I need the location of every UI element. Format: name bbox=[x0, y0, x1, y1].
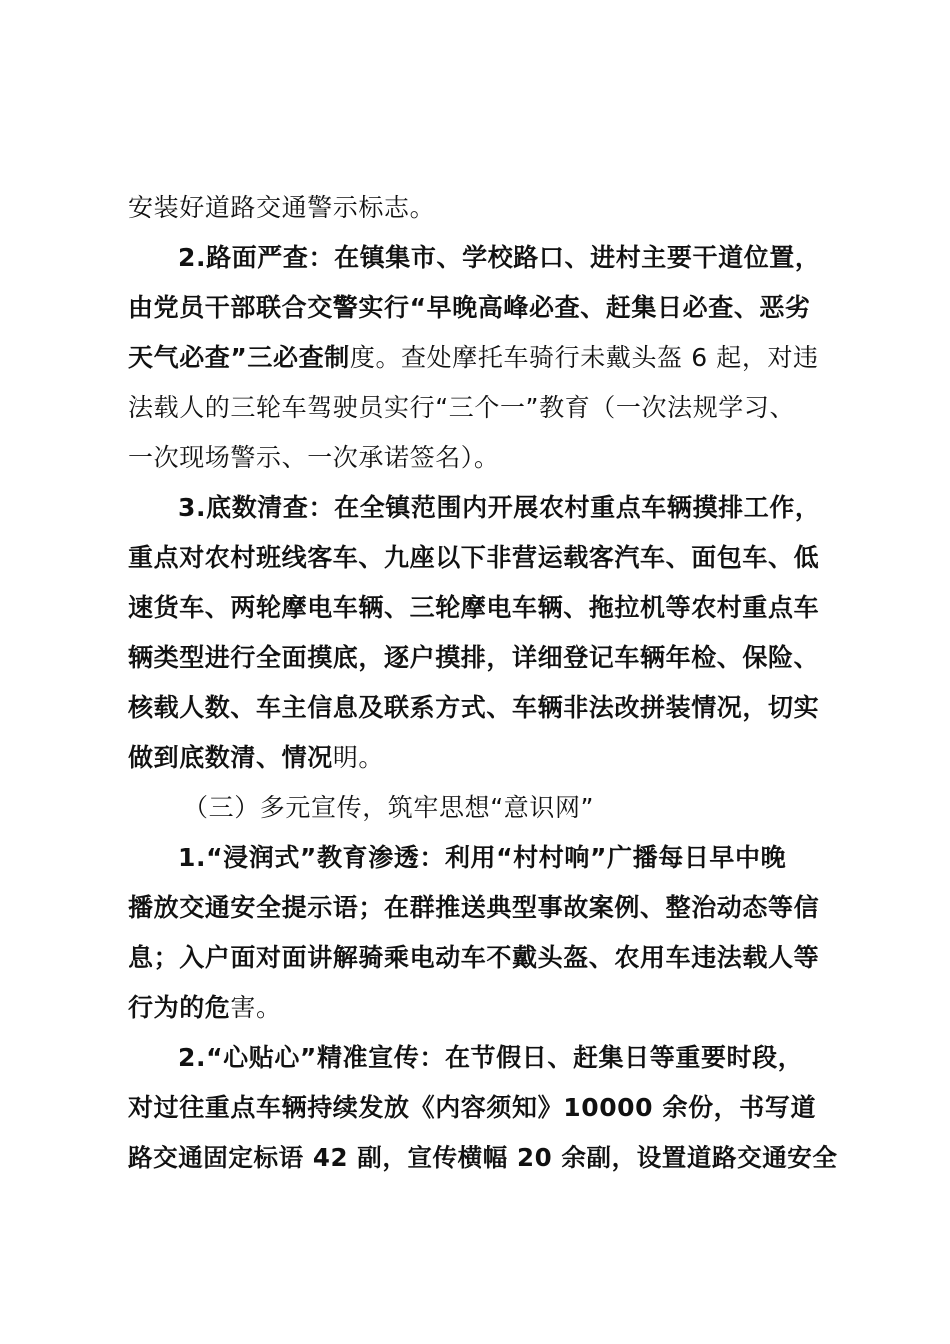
paragraph-heading: 3.底数清查：在全镇范围内开展农村重点车辆摸排工作， bbox=[178, 493, 821, 522]
text-line: 播放交通安全提示语；在群推送典型事故案例、整治动态等信 bbox=[128, 893, 820, 922]
text-line: 做到底数清、情况明。 bbox=[128, 743, 385, 772]
text-line: 天气必查”三必查制度。查处摩托车骑行未戴头盔 6 起，对违 bbox=[128, 343, 819, 372]
paragraph-heading: 2.路面严查：在镇集市、学校路口、进村主要干道位置， bbox=[178, 243, 821, 272]
text-line: 核载人数、车主信息及联系方式、车辆非法改拼装情况，切实 bbox=[128, 693, 820, 722]
text-line: 速货车、两轮摩电车辆、三轮摩电车辆、拖拉机等农村重点车 bbox=[128, 593, 820, 622]
text-line: 安装好道路交通警示标志。 bbox=[128, 193, 436, 222]
section-heading: （三）多元宣传，筑牢思想“意识网” bbox=[183, 793, 595, 822]
text-line: 息；入户面对面讲解骑乘电动车不戴头盔、农用车违法载人等 bbox=[128, 943, 820, 972]
text-line: 一次现场警示、一次承诺签名）。 bbox=[128, 443, 500, 472]
text-line: 行为的危害。 bbox=[128, 993, 282, 1022]
text-line: 辆类型进行全面摸底，逐户摸排，详细登记车辆年检、保险、 bbox=[128, 643, 820, 672]
text-line: 由党员干部联合交警实行“早晚高峰必查、赶集日必查、恶劣 bbox=[128, 293, 811, 322]
paragraph-heading: 1.“浸润式”教育渗透：利用“村村响”广播每日早中晚 bbox=[178, 843, 787, 872]
text-line: 重点对农村班线客车、九座以下非营运载客汽车、面包车、低 bbox=[128, 543, 820, 572]
text-line: 对过往重点车辆持续发放《内容须知》10000 余份，书写道 bbox=[128, 1093, 817, 1122]
paragraph-heading: 2.“心贴心”精准宣传：在节假日、赶集日等重要时段， bbox=[178, 1043, 804, 1072]
text-line: 路交通固定标语 42 副，宣传横幅 20 余副，设置道路交通安全 bbox=[128, 1143, 838, 1172]
text-line: 法载人的三轮车驾驶员实行“三个一”教育（一次法规学习、 bbox=[128, 393, 796, 422]
